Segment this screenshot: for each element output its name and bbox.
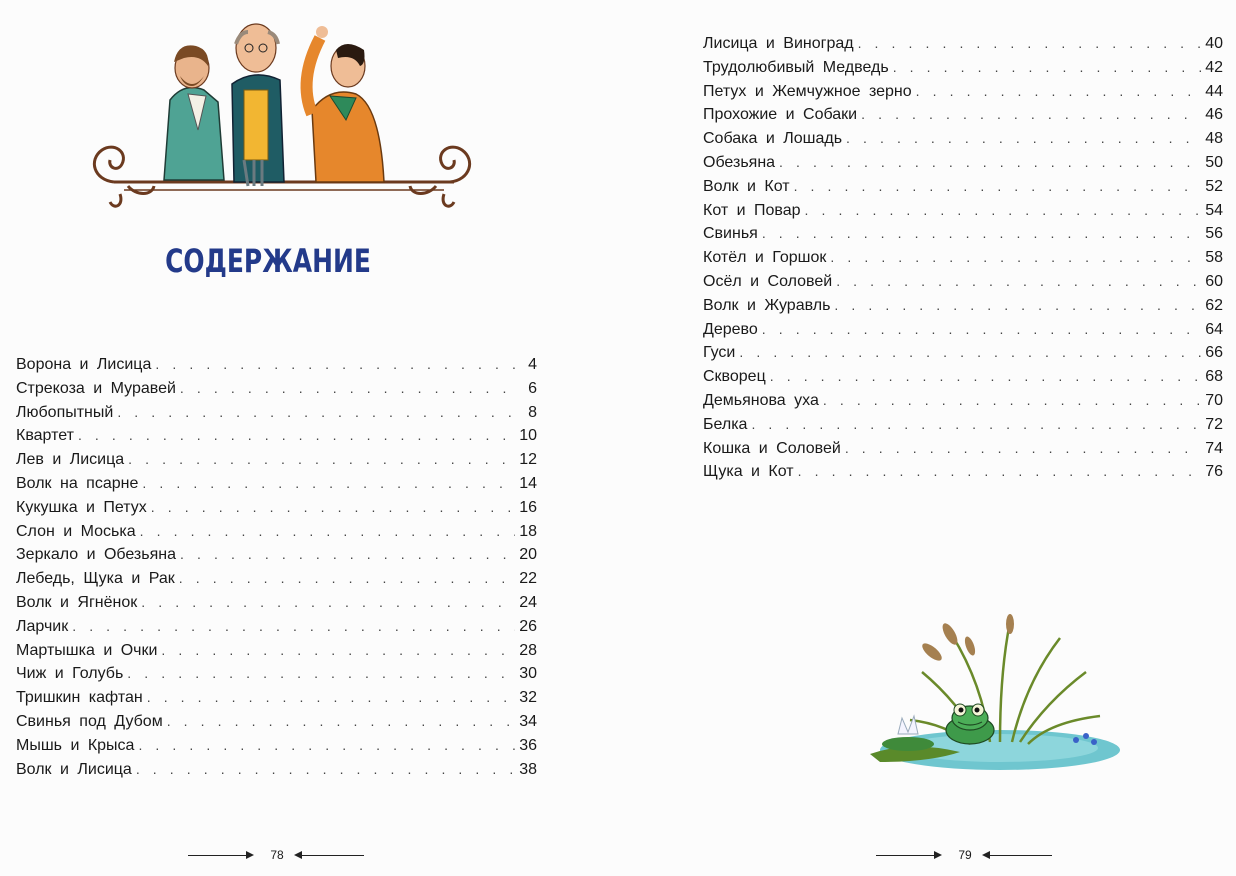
toc-entry-page: 60 [1205,272,1223,290]
toc-entry[interactable] [16,427,537,451]
dot-leader [762,225,1201,241]
dot-leader [179,570,515,586]
toc-entry-page: 30 [519,665,537,683]
dot-leader [770,368,1201,384]
toc-entry[interactable] [703,225,1223,249]
toc-entry-page: 8 [528,403,537,421]
toc-entry-title: Собака и Лошадь [703,130,843,148]
dot-leader [127,665,515,681]
toc-entry-title: Трудолюбивый Медведь [703,58,889,76]
dot-leader [861,106,1201,122]
toc-entry-page: 12 [519,451,537,469]
toc-entry-page: 20 [519,546,537,564]
page-number: 79 [958,848,972,862]
arrow-right-icon [934,851,942,859]
page-number-left [188,846,388,866]
page-number-right [876,846,1076,866]
toc-entry-title: Тришкин кафтан [16,689,143,707]
toc-entry[interactable] [703,249,1223,273]
toc-entry[interactable] [703,440,1223,464]
toc-entry[interactable] [16,451,537,475]
frog-in-reeds-illustration [850,612,1122,782]
toc-entry-title: Зеркало и Обезьяна [16,546,176,564]
toc-entry-title: Осёл и Соловей [703,272,833,290]
toc-entry-page: 74 [1205,439,1223,457]
dot-leader [751,416,1201,432]
toc-entry-page: 34 [519,712,537,730]
toc-entry[interactable] [16,689,537,713]
dot-leader [167,713,515,729]
toc-entry-title: Щука и Кот [703,463,794,481]
dot-leader [834,297,1201,313]
toc-entry-title: Прохожие и Собаки [703,106,858,124]
toc-entry-page: 68 [1205,368,1223,386]
toc-entry-title: Ларчик [16,617,69,635]
toc-entry-page: 4 [528,356,537,373]
toc-heading: СОДЕРЖАНИЕ [165,242,371,280]
dot-leader [762,321,1201,337]
toc-entry[interactable] [703,297,1223,321]
dot-leader [180,546,515,562]
dot-leader [141,594,515,610]
toc-list-left [16,356,537,784]
toc-entry-title: Лебедь, Щука и Рак [16,570,175,588]
toc-entry[interactable] [703,344,1223,368]
toc-entry-page: 14 [519,474,537,492]
toc-entry[interactable] [16,475,537,499]
toc-entry-title: Кот и Повар [703,201,801,219]
toc-entry[interactable] [703,416,1223,440]
toc-entry-page: 18 [519,522,537,540]
dot-leader [142,475,515,491]
toc-entry-title: Стрекоза и Муравей [16,379,176,397]
toc-entry-page: 26 [519,617,537,635]
toc-entry[interactable] [16,713,537,737]
toc-entry[interactable] [16,523,537,547]
toc-entry[interactable] [16,499,537,523]
dot-leader [794,178,1201,194]
dot-leader [117,404,515,420]
toc-entry[interactable] [16,546,537,570]
toc-entry[interactable] [16,665,537,689]
right-page [618,0,1236,876]
toc-entry[interactable] [703,35,1223,59]
dot-leader [830,249,1201,265]
toc-entry-title: Котёл и Горшок [703,249,827,267]
toc-entry-title: Квартет [16,427,74,445]
dot-leader [805,202,1201,218]
toc-entry[interactable] [703,392,1223,416]
toc-entry-title: Скворец [703,368,766,386]
toc-entry-page: 32 [519,689,537,707]
dot-leader [893,59,1201,75]
toc-entry[interactable] [16,356,537,380]
toc-entry-page: 66 [1205,344,1223,362]
toc-entry-page: 24 [519,593,537,611]
toc-entry[interactable] [703,59,1223,83]
dot-leader [823,392,1201,408]
toc-entry-page: 50 [1205,153,1223,171]
toc-entry[interactable] [16,380,537,404]
dot-leader [128,451,515,467]
toc-entry-page: 76 [1205,463,1223,481]
three-gentlemen-illustration [84,10,480,220]
toc-entry-title: Белка [703,415,748,433]
toc-entry-title: Лисица и Виноград [703,35,854,52]
toc-entry[interactable] [16,570,537,594]
toc-entry-title: Гуси [703,344,736,362]
toc-entry[interactable] [703,368,1223,392]
toc-entry-title: Кошка и Соловей [703,439,841,457]
toc-entry[interactable] [16,618,537,642]
toc-entry-title: Дерево [703,320,758,338]
dot-leader [72,618,515,634]
folio-rule [188,855,250,856]
toc-entry-title: Волк и Журавль [703,296,831,314]
dot-leader [846,130,1201,146]
toc-entry-page: 52 [1205,177,1223,195]
toc-entry[interactable] [16,594,537,618]
toc-entry[interactable] [16,404,537,428]
toc-entry[interactable] [703,273,1223,297]
toc-entry-page: 72 [1205,415,1223,433]
toc-entry-page: 16 [519,498,537,516]
folio-rule [876,855,938,856]
dot-leader [138,737,515,753]
toc-entry-page: 58 [1205,249,1223,267]
dot-leader [845,440,1201,456]
dot-leader [78,427,515,443]
page-number: 78 [270,848,284,862]
dot-leader [858,35,1201,51]
toc-entry-title: Лев и Лисица [16,451,125,469]
toc-entry-title: Мартышка и Очки [16,641,158,659]
toc-entry-title: Слон и Моська [16,522,136,540]
toc-entry-page: 44 [1205,82,1223,100]
toc-entry-title: Кукушка и Петух [16,498,147,516]
toc-entry-page: 64 [1205,320,1223,338]
toc-list-right [703,35,1223,487]
dot-leader [916,83,1201,99]
dot-leader [136,761,515,777]
toc-entry[interactable] [703,130,1223,154]
folio-rule [300,855,364,856]
toc-entry[interactable] [16,737,537,761]
toc-entry-title: Петух и Жемчужное зерно [703,82,912,100]
toc-entry[interactable] [703,321,1223,345]
dot-leader [739,344,1201,360]
toc-entry-title: Волк на псарне [16,474,139,492]
toc-entry-page: 70 [1205,391,1223,409]
dot-leader [779,154,1201,170]
toc-entry-page: 38 [519,760,537,778]
toc-entry-page: 54 [1205,201,1223,219]
toc-entry-page: 28 [519,641,537,659]
dot-leader [147,689,515,705]
toc-entry[interactable] [703,202,1223,226]
toc-entry-title: Волк и Кот [703,177,790,195]
toc-entry-title: Мышь и Крыса [16,736,135,754]
toc-entry-page: 40 [1205,35,1223,52]
toc-entry[interactable] [16,761,537,785]
toc-entry-page: 36 [519,736,537,754]
arrow-right-icon [246,851,254,859]
toc-entry-page: 10 [519,427,537,445]
toc-entry-title: Любопытный [16,403,114,421]
toc-entry-page: 42 [1205,58,1223,76]
toc-entry-page: 6 [528,379,537,397]
dot-leader [836,273,1201,289]
dot-leader [161,642,515,658]
toc-entry-title: Чиж и Голубь [16,665,124,683]
dot-leader [151,499,515,515]
toc-entry-title: Демьянова уха [703,391,819,409]
toc-entry-title: Ворона и Лисица [16,356,152,373]
toc-entry-page: 56 [1205,225,1223,243]
folio-rule [988,855,1052,856]
dot-leader [155,356,515,372]
toc-entry[interactable] [16,642,537,666]
toc-entry-page: 22 [519,570,537,588]
toc-entry-title: Волк и Лисица [16,760,132,778]
toc-entry-title: Обезьяна [703,153,776,171]
toc-entry-page: 62 [1205,296,1223,314]
toc-entry[interactable] [703,83,1223,107]
toc-entry[interactable] [703,106,1223,130]
dot-leader [180,380,515,396]
toc-entry[interactable] [703,154,1223,178]
toc-entry-page: 48 [1205,130,1223,148]
toc-entry-title: Волк и Ягнёнок [16,593,138,611]
toc-entry-title: Свинья под Дубом [16,712,163,730]
toc-entry-page: 46 [1205,106,1223,124]
toc-entry[interactable] [703,463,1223,487]
toc-entry[interactable] [703,178,1223,202]
dot-leader [798,463,1201,479]
dot-leader [140,523,515,539]
toc-entry-title: Свинья [703,225,758,243]
